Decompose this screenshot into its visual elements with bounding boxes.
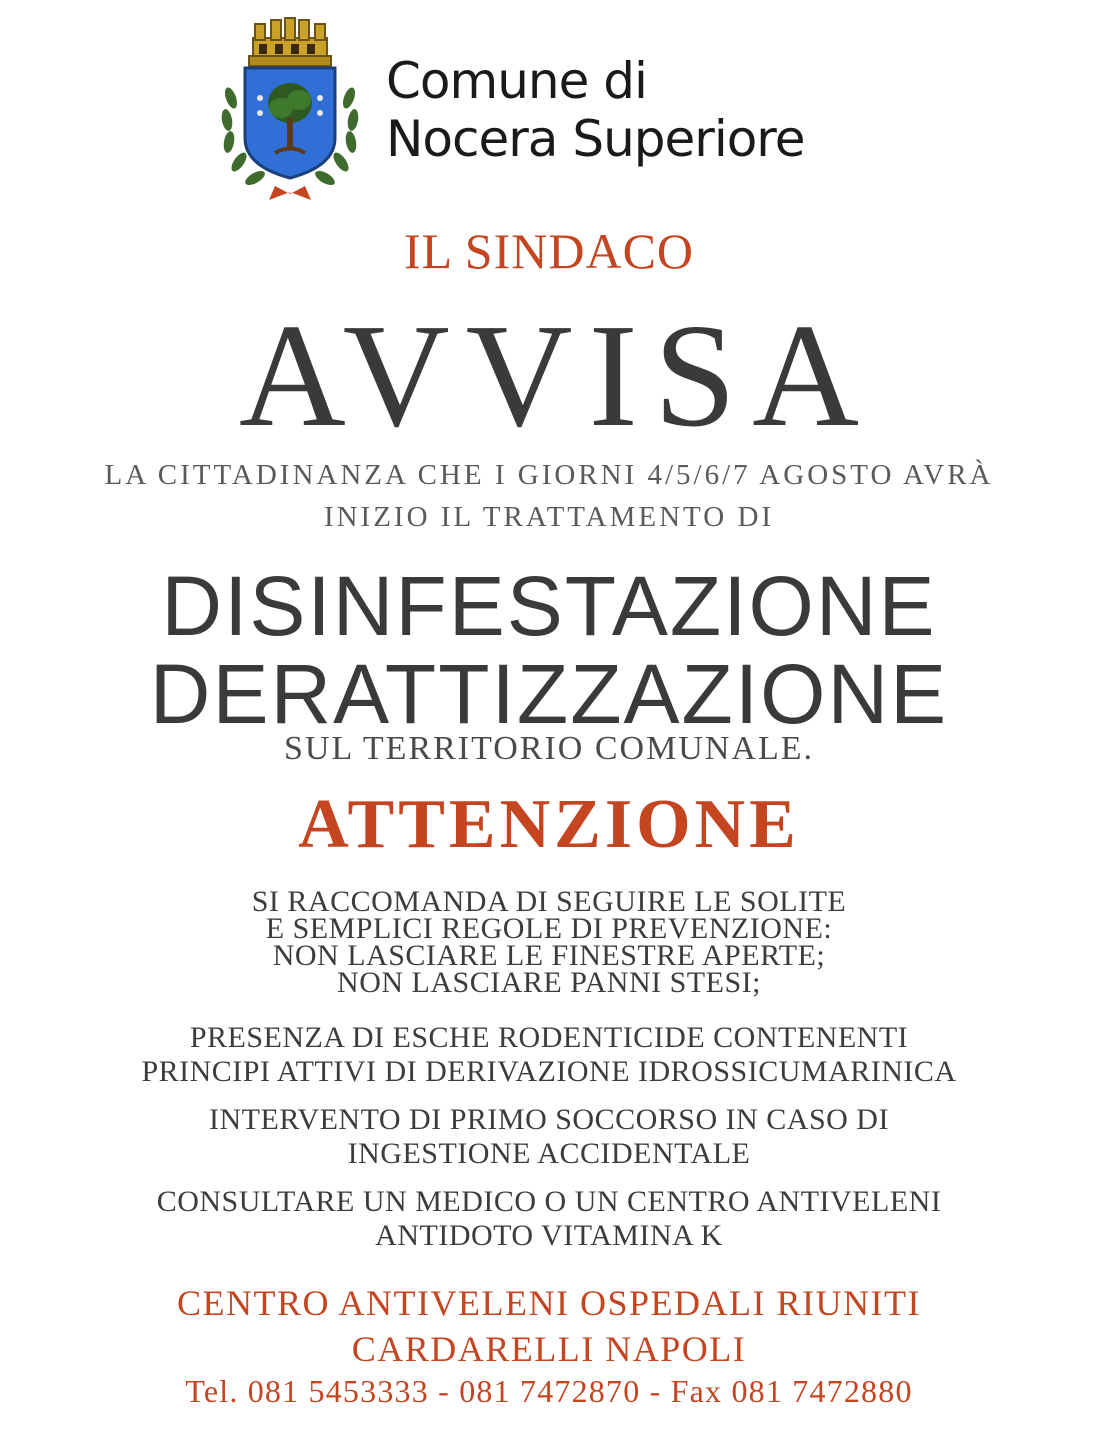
advice-line: INTERVENTO DI PRIMO SOCCORSO IN CASO DI <box>209 1103 889 1136</box>
poison-center-phones: Tel. 081 5453333 - 081 7472870 - Fax 081 7472880 <box>185 1373 913 1409</box>
treatment-disinfestation: DISINFESTAZIONE <box>161 559 937 653</box>
advice-line: NON LASCIARE PANNI STESI; <box>337 966 761 999</box>
advice-line: E SEMPLICI REGOLE DI PREVENZIONE: <box>265 912 833 945</box>
advice-block-prevention <box>0 885 1098 999</box>
treatment-deratization: DERATTIZZAZIONE <box>149 647 949 741</box>
intro-line-1: LA CITTADINANZA CHE I GIORNI 4/5/6/7 AGOSTO AVRÀ <box>104 459 994 491</box>
header <box>0 0 1098 215</box>
treatment-scope: SUL TERRITORIO COMUNALE. <box>284 730 814 767</box>
advice-block-first-aid <box>0 1103 1098 1171</box>
municipality-line1: Comune di <box>386 52 647 110</box>
advice-line: PRINCIPI ATTIVI DI DERIVAZIONE IDROSSICUMARINICA <box>141 1055 957 1088</box>
warning-heading: ATTENZIONE <box>298 786 800 863</box>
municipality-line2: Nocera Superiore <box>386 110 805 168</box>
intro-line-2: INIZIO IL TRATTAMENTO DI <box>323 501 775 533</box>
advice-line: CONSULTARE UN MEDICO O UN CENTRO ANTIVELENI <box>156 1185 942 1218</box>
advice-line: SI RACCOMANDA DI SEGUIRE LE SOLITE <box>251 885 847 918</box>
municipality-name <box>386 52 805 168</box>
crown-icon <box>249 18 331 66</box>
advice-line: PRESENZA DI ESCHE RODENTICIDE CONTENENTI <box>189 1021 909 1054</box>
advice-line: ANTIDOTO VITAMINA K <box>375 1219 723 1252</box>
advice-block-antidote <box>0 1185 1098 1253</box>
poison-center-name: CENTRO ANTIVELENI OSPEDALI RIUNITI <box>177 1283 921 1323</box>
authority-title: IL SINDACO <box>403 223 695 279</box>
advice-block-baits <box>0 1021 1098 1089</box>
advice-line: NON LASCIARE LE FINESTRE APERTE; <box>272 939 826 972</box>
poison-center-location: CARDARELLI NAPOLI <box>351 1329 747 1369</box>
advice-line: INGESTIONE ACCIDENTALE <box>347 1137 751 1170</box>
municipal-crest-icon <box>215 8 365 208</box>
notice-verb: AVVISA <box>238 294 876 458</box>
